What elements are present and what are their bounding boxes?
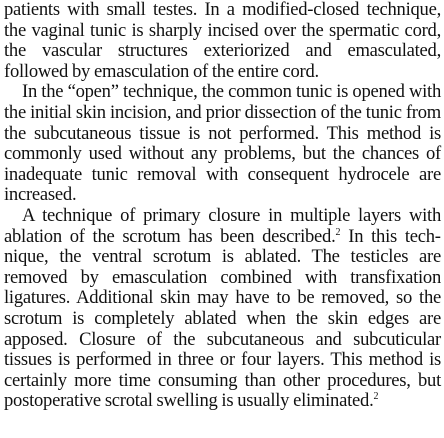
- paragraph-primary-closure: [4, 206, 441, 412]
- paragraph-text: In the “open” technique, the common tunic is opened with the initial skin incision, and prior dissection of the tunic from the subcutaneous tissue is not performed. This method is commonly used without any problems, but the chances of inadequate tunic removal with consequent hydrocele are increased.: [4, 81, 441, 206]
- paragraph-text-continued: In this technique, the ventral scrotum is ablated. The testicles are removed by emasculation combined with transfixation ligatures. Additional skin may have to be removed, so the scrotum is completely ablated when the skin edges are apposed. Closure of the subcutaneous and subcuticular tissues is performed in three or four layers. This method is certainly more time consuming than other procedures, but postoperative scrotal swelling is usually eliminated.: [4, 225, 441, 412]
- citation-reference: 2: [335, 226, 341, 238]
- citation-reference-end: 2: [373, 391, 379, 403]
- paragraph-closed-technique: [4, 0, 441, 82]
- paragraph-text: A technique of primary closure in multiple layers with ablation of the scrotum has been described.: [4, 204, 441, 247]
- paragraph-text: patients with small testes. In a modified-closed technique, the vaginal tunic is sharply incised over the spermatic cord, the vascular structures exteriorized and emasculated, followed by emasculation of the entire cord.: [4, 0, 441, 82]
- paragraph-open-technique: [4, 82, 441, 206]
